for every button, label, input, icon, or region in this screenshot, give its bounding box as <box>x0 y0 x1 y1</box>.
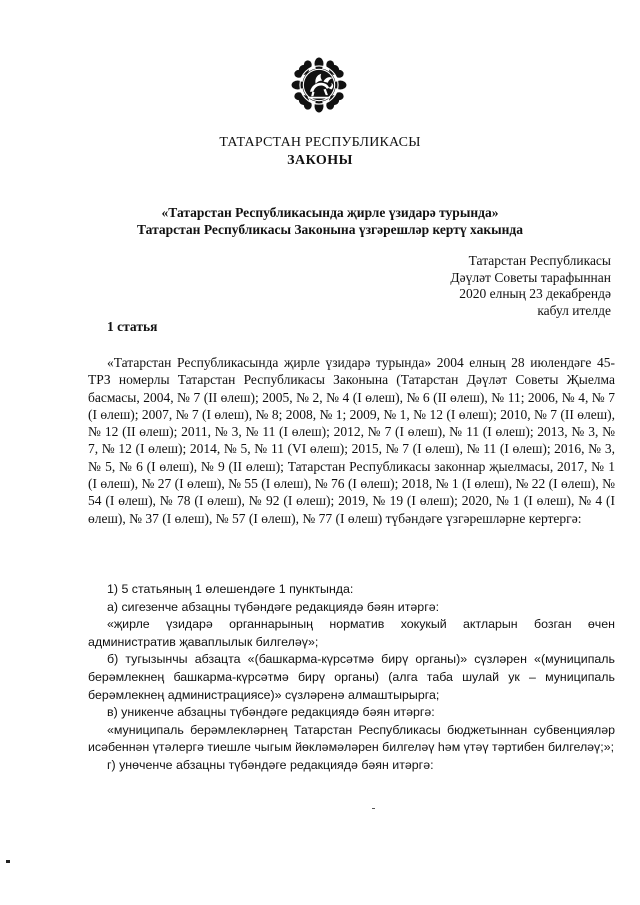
law-title-line1: «Татарстан Республикасында җирле үзидарә турында» <box>161 205 499 220</box>
amendment-quote-v: «муниципаль берәмлекләрнең Татарстан Республикасы бюджетыннан субвенцияләр исәбеннән үтәлергә тиешле чыгым йөкләмәләрен билгеләү һәм үтәү тәртибен билгеләү;»; <box>88 722 615 755</box>
republic-name <box>0 134 640 170</box>
coat-of-arms-emblem-icon <box>291 57 347 113</box>
adoption-line1: Татарстан Республикасы <box>468 253 611 268</box>
amendment-item-1: 1) 5 статьяның 1 өлешендәге 1 пунктында: <box>107 582 354 596</box>
article-heading: 1 статья <box>107 319 158 334</box>
amendment-subitem-a: а) сигезенче абзацны түбәндәге редакциядә бәян итәргә: <box>107 599 440 614</box>
header-line-republic: ТАТАРСТАН РЕСПУБЛИКАСЫ <box>219 135 421 150</box>
amendment-subitem-g: г) унөченче абзацны түбәндәге редакциядә бәян итәргә: <box>107 757 434 772</box>
law-title-line2: Татарстан Республикасы Законына үзгәрешләр кертү хакында <box>137 222 523 237</box>
amendment-subitem-b: б) тугызынчы абзацта «(башкарма-күрсәтмә бирү органы)» сүзләрен «(муниципаль берәмлекнең башкарма-күрсәтмә бирү органы) (алга таба шулай ук – муниципаль берәмлекнең администрациясе)» сүзләренә алмаштырырга; <box>88 652 615 702</box>
header-line-law: ЗАКОНЫ <box>287 153 353 168</box>
adoption-line2: Дәүләт Советы тарафыннан <box>450 269 611 285</box>
scan-margin-mark <box>6 860 10 863</box>
adoption-line3: 2020 елның 23 декабрендә <box>459 286 611 301</box>
adoption-line4: кабул ителде <box>537 302 611 318</box>
law-title <box>60 204 600 238</box>
adoption-block <box>450 253 611 319</box>
article-body-paragraph: «Татарстан Республикасында җирле үзидарә турында» 2004 елның 28 июлендәге 45-ТРЗ номерлы Татарстан Республикасы Законына (Татарстан Дәүләт Советы Җыелма басмасы, 2004, № 7 (II өлеш); 2005, № 2, № 4 (I өлеш), № 6 (II өлеш), № 11; 2006, № 4, № 7 (I өлеш); 2007, № 7 (I өлеш), № 8; 2008, № 1; 2009, № 1, № 12 (I өлеш); 2010, № 7 (II өлеш), № 12 (II өлеш); 2011, № 3, № 11 (I өлеш); 2012, № 7 (I өлеш), № 11 (I өлеш); 2013, № 3, № 7, № 12 (I өлеш); 2014, № 5, № 11 (VI өлеш); 2015, № 7 (I өлеш), № 11 (I өлеш); 2016, № 3, № 5, № 6 (I өлеш), № 9 (II өлеш); Татарстан Республикасы законнар җыелмасы, 2017, № 1 (I өлеш), № 27 (I өлеш), № 55 (I өлеш), № 76 (I өлеш); 2018, № 1 (I өлеш), № 22 (I өлеш), № 54 (I өлеш), № 78 (I өлеш), № 92 (I өлеш); 2019, № 19 (I өлеш); 2020, № 1 (I өлеш), № 4 (I өлеш), № 37 (I өлеш), № 57 (I өлеш), № 77 (I өлеш) түбәндәге үзгәрешләрне кертергә: <box>88 355 615 526</box>
amendment-subitem-v: в) уникенче абзацны түбәндәге редакциядә бәян итәргә: <box>107 705 435 720</box>
amendments-list <box>88 581 615 775</box>
amendment-quote-a: «җирле үзидарә органнарының норматив хокукый актларын бозган өчен административ җаваплылык билгеләү»; <box>88 617 615 649</box>
scan-speck <box>372 808 375 809</box>
